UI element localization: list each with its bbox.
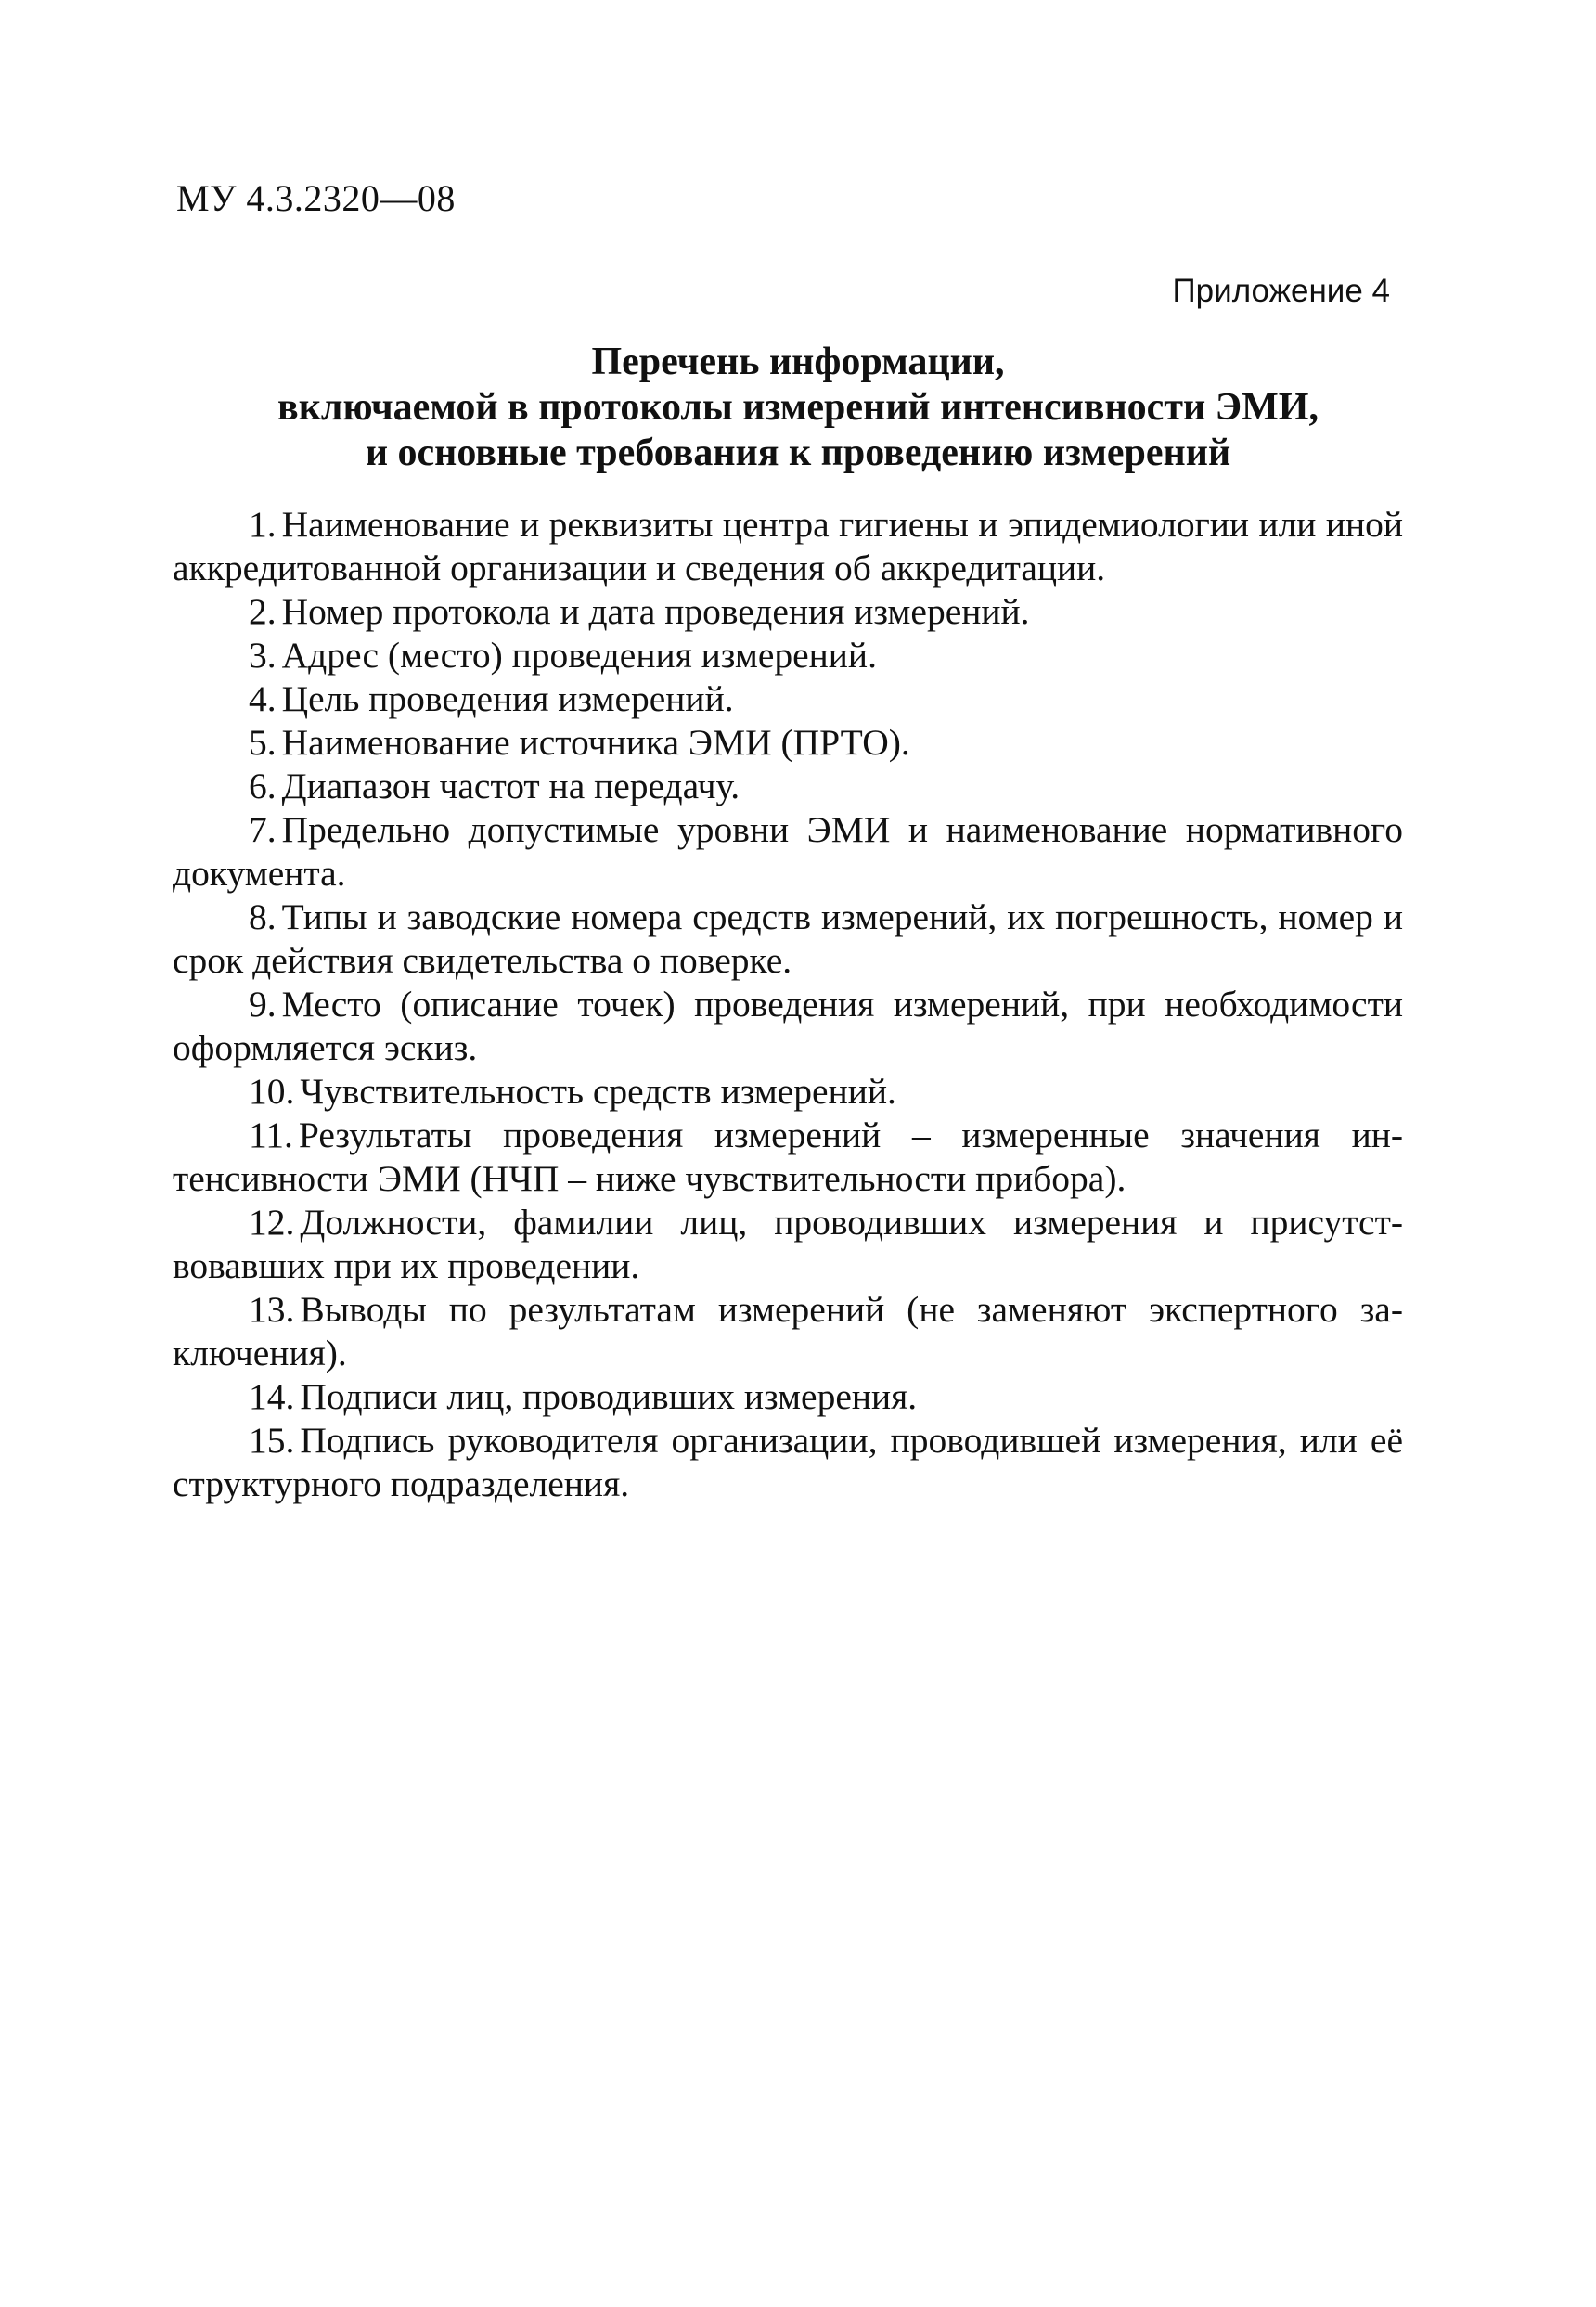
item-number: 13. [249, 1289, 295, 1330]
item-number: 4. [249, 678, 277, 719]
list-item-15 [173, 1419, 1403, 1506]
list-item-7 [173, 808, 1403, 896]
list-item-6 [173, 765, 1403, 808]
requirements-list [173, 503, 1403, 1506]
list-item-9 [173, 983, 1403, 1070]
item-text: Цель проведения измерений. [281, 678, 734, 719]
item-text: Выводы по результатам измерений (не заменяют экспертного заключения). [173, 1289, 1403, 1373]
item-number: 15. [249, 1420, 295, 1461]
list-item-5 [173, 721, 1403, 765]
list-item-1 [173, 503, 1403, 590]
item-text: Предельно допустимые уровни ЭМИ и наименование нормативного документа. [173, 809, 1403, 894]
item-text: Подписи лиц, проводивших измерения. [300, 1376, 918, 1417]
item-number: 8. [249, 896, 277, 937]
title-line-3: и основные требования к проведению измерений [365, 432, 1231, 474]
item-number: 10. [249, 1071, 295, 1112]
item-number: 3. [249, 635, 277, 676]
item-number: 1. [249, 504, 277, 545]
title-line-1: Перечень информации, [591, 341, 1005, 383]
list-item-13 [173, 1288, 1403, 1375]
item-number: 9. [249, 984, 277, 1025]
item-text: Чувствительность средств измерений. [300, 1071, 896, 1112]
item-number: 11. [249, 1115, 293, 1155]
appendix-label: Приложение 4 [1172, 273, 1390, 309]
list-item-10 [173, 1070, 1403, 1114]
list-item-8 [173, 896, 1403, 983]
item-text: Диапазон частот на передачу. [281, 766, 740, 806]
item-text: Типы и заводские номера средств измерений, их погрешность, номер и срок действия свидетельства о поверке. [173, 896, 1403, 981]
item-number: 14. [249, 1376, 295, 1417]
document-code: МУ 4.3.2320—08 [176, 177, 456, 219]
document-title [167, 340, 1429, 476]
list-item-4 [173, 677, 1403, 721]
item-text: Номер протокола и дата проведения измерений. [281, 591, 1030, 632]
item-number: 5. [249, 722, 277, 763]
item-text: Наименование и реквизиты центра гигиены и эпидемиологии или иной аккредитованной организации и сведения об аккредитации. [173, 504, 1403, 588]
item-number: 7. [249, 809, 277, 850]
item-text: Место (описание точек) проведения измерений, при необходимости оформляется эскиз. [173, 984, 1403, 1068]
item-number: 2. [249, 591, 277, 632]
item-text: Результаты проведения измерений – измеренные значения интенсивности ЭМИ (НЧП – ниже чувствительности прибора). [173, 1115, 1403, 1199]
list-item-14 [173, 1375, 1403, 1419]
item-text: Подпись руководителя организации, проводившей измерения, или её структурного подразделения. [173, 1420, 1403, 1504]
list-item-3 [173, 634, 1403, 677]
item-text: Адрес (место) проведения измерений. [281, 635, 877, 676]
title-line-2: включаемой в протоколы измерений интенсивности ЭМИ, [277, 386, 1319, 429]
item-text: Наименование источника ЭМИ (ПРТО). [281, 722, 910, 763]
list-item-2 [173, 590, 1403, 634]
item-number: 6. [249, 766, 277, 806]
item-text: Должности, фамилии лиц, проводивших измерения и присутствовавших при их проведении. [173, 1202, 1403, 1286]
list-item-12 [173, 1201, 1403, 1288]
item-number: 12. [249, 1202, 295, 1243]
list-item-11 [173, 1114, 1403, 1201]
